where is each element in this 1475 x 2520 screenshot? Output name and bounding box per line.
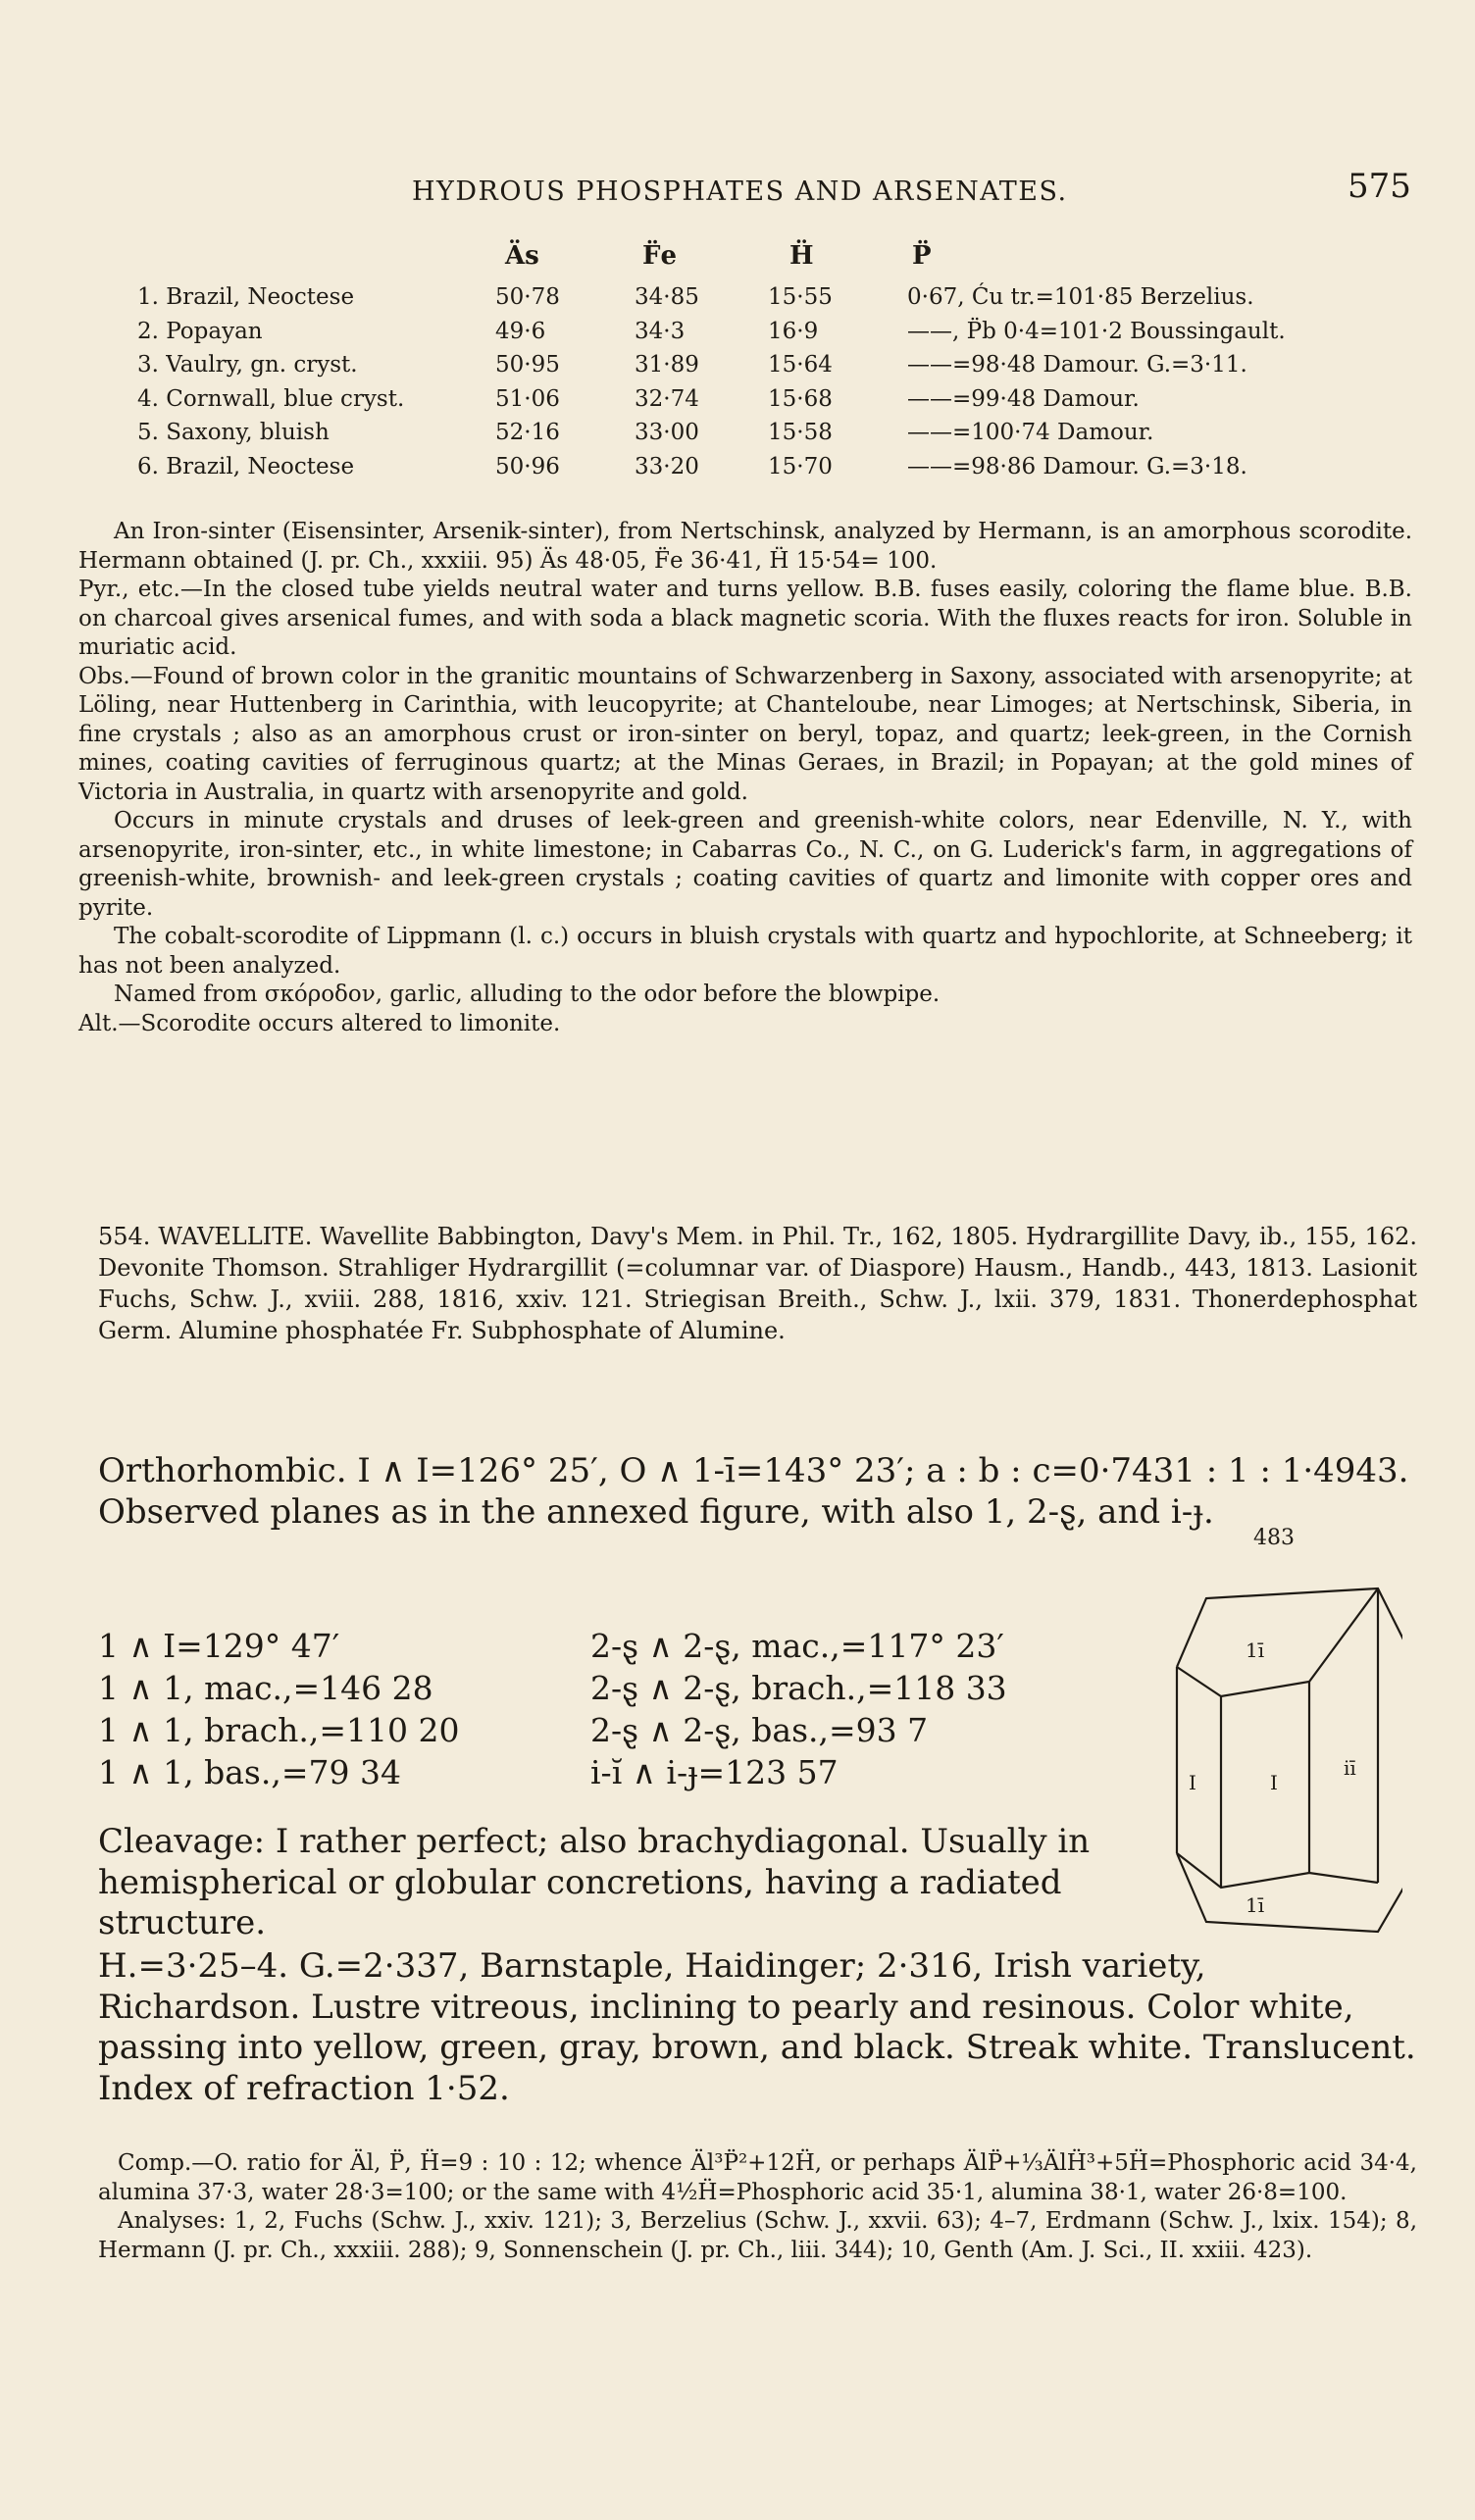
paragraph-iron-sinter: An Iron-sinter (Eisensinter, Arsenik-sinter), from Nertschinsk, analyzed by Hermann, is an amorphous scorodite. Hermann obtained (J. pr. Ch., xxxiii. 95) Äs 48·05, F̈e 36·41, Ḧ 15·54= 100. [78, 519, 1412, 574]
figure-bottom-face [1177, 1853, 1378, 1888]
cell-fe: 32·74 [635, 385, 699, 412]
angle-left-1: 1 ∧ I=129° 47′ [98, 1627, 340, 1665]
angle-left-3: 1 ∧ 1, brach.,=110 20 [98, 1711, 460, 1749]
cell-remarks: ——=98·86 Damour. G.=3·18. [907, 453, 1247, 479]
cell-as: 50·96 [495, 453, 560, 479]
column-header-h: Ḧ [789, 241, 814, 271]
row-label: 5. Saxony, bluish [137, 420, 330, 445]
angle-right-3: 2-ȿ ∧ 2-ȿ, bas.,=93 7 [590, 1711, 929, 1749]
angle-right-4: i-ĭ ∧ i-ɟ=123 57 [590, 1753, 839, 1791]
scorodite-notes [78, 518, 1412, 1038]
cell-fe: 33·00 [635, 420, 699, 445]
cell-fe: 34·3 [635, 318, 686, 344]
cell-fe: 31·89 [635, 352, 699, 378]
hardness-text: H.=3·25–4. G.=2·337, Barnstaple, Haidinger; 2·316, Irish variety, Richardson. Lustre vitreous, inclining to pearly and resinous. Color white, passing into yellow, green, gray, brown, and black. Streak white. Translucent. Index of refraction 1·52. [98, 1946, 1416, 2108]
angle-right-2: 2-ȿ ∧ 2-ȿ, brach.,=118 33 [590, 1669, 1007, 1707]
cell-remarks: ——=100·74 Damour. [907, 420, 1154, 445]
row-label: 6. Brazil, Neoctese [137, 453, 355, 479]
cell-remarks: ——, P̈b 0·4=101·2 Boussingault. [907, 318, 1286, 344]
cell-fe: 33·20 [635, 453, 699, 479]
cell-remarks: 0·67, Ću tr.=101·85 Berzelius. [907, 284, 1254, 310]
figure-label-right: iī [1344, 1756, 1356, 1780]
row-label: 4. Cornwall, blue cryst. [137, 385, 405, 412]
column-header-p: P̈ [912, 241, 932, 271]
physical-properties [98, 1946, 1417, 2109]
table-row [0, 454, 1475, 487]
crystal-intro: Orthorhombic. I ∧ I=126° 25′, O ∧ 1-ī=143° 23′; a : b : c=0·7431 : 1 : 1·4943. Observed planes as in the annexed figure, with also 1, 2-ȿ, and i-ɟ. [98, 1451, 1409, 1532]
angles-left-column [98, 1626, 460, 1794]
analyses-text: Analyses: 1, 2, Fuchs (Schw. J., xxiv. 121); 3, Berzelius (Schw. J., xxvii. 63); 4–7, Erdmann (Schw. J., lxix. 154); 8, Hermann (J. pr. Ch., xxxiii. 288); 9, Sonnenschein (J. pr. Ch., liii. 344); 10, Genth (Am. J. Sci., II. xxiii. 423). [98, 2208, 1417, 2263]
cell-h: 16·9 [768, 318, 819, 344]
angles-right-column [590, 1626, 1007, 1794]
figure-label-center: I [1270, 1771, 1278, 1794]
table-row [0, 284, 1475, 318]
row-label: 2. Popayan [137, 318, 263, 344]
angle-left-4: 1 ∧ 1, bas.,=79 34 [98, 1753, 401, 1791]
column-header-as: Äs [505, 241, 539, 271]
composition-text: Comp.—O. ratio for Äl, P̈, Ḧ=9 : 10 : 12; whence Äl³P̈²+12Ḧ, or perhaps ÄlP̈+⅓ÄlḦ³+5Ḧ=Phosphoric acid 34·4, alumina 37·3, water 28·3=100; or the same with 4½Ḧ=Phosphoric acid 35·1, alumina 38·1, water 26·8=100. [98, 2150, 1417, 2205]
cell-h: 15·58 [768, 420, 833, 445]
paragraph-pyrognostics: Pyr., etc.—In the closed tube yields neutral water and turns yellow. B.B. fuses easily, coloring the flame blue. B.B. on charcoal gives arsenical fumes, and with soda a black magnetic scoria. With the fluxes reacts for iron. Soluble in muriatic acid. [78, 577, 1412, 660]
wavellite-synonymy: 554. WAVELLITE. Wavellite Babbington, Davy's Mem. in Phil. Tr., 162, 1805. Hydrargillite Davy, ib., 155, 162. Devonite Thomson. Strahliger Hydrargillit (=columnar var. of Diaspore) Hausm., Handb., 443, 1813. Lasionit Fuchs, Schw. J., xviii. 288, 1816, xxiv. 121. Striegisan Breith., Schw. J., lxii. 379, 1831. Thonerdephosphat Germ. Alumine phosphatée Fr. Subphosphate of Alumine. [98, 1223, 1417, 1344]
paragraph-cobalt-scorodite: The cobalt-scorodite of Lippmann (l. c.) occurs in bluish crystals with quartz and hypochlorite, at Schneeberg; it has not been analyzed. [78, 924, 1412, 979]
cleavage-text: Cleavage: I rather perfect; also brachydiagonal. Usually in hemispherical or globular concretions, having a radiated structure. [98, 1822, 1091, 1942]
cell-remarks: ——=98·48 Damour. G.=3·11. [907, 352, 1247, 378]
cleavage-section [98, 1822, 1128, 1944]
figure-label-left: I [1189, 1771, 1196, 1794]
table-row [0, 319, 1475, 352]
paragraph-observations: Obs.—Found of brown color in the granitic mountains of Schwarzenberg in Saxony, associated with arsenopyrite; at Löling, near Huttenberg in Carinthia, with leucopyrite; at Chanteloube, near Limoges; at Nertschinsk, Siberia, in fine crystals ; also as an amorphous crust or iron-sinter on beryl, topaz, and quartz; leek-green, in the Cornish mines, coating cavities of ferruginous quartz; at the Minas Geraes, in Brazil; in Popayan; at the gold mines of Victoria in Australia, in quartz with arsenopyrite and gold. [78, 663, 1412, 805]
angle-right-1: 2-ȿ ∧ 2-ȿ, mac.,=117° 23′ [590, 1627, 1004, 1665]
table-row [0, 420, 1475, 453]
running-header-title: HYDROUS PHOSPHATES AND ARSENATES. [412, 176, 1068, 207]
cell-as: 49·6 [495, 318, 546, 344]
row-label: 1. Brazil, Neoctese [137, 284, 355, 310]
column-header-fe: F̈e [642, 241, 678, 271]
angle-left-2: 1 ∧ 1, mac.,=146 28 [98, 1669, 433, 1707]
figure-bottom-edge [1177, 1853, 1402, 1932]
cell-fe: 34·85 [635, 284, 699, 310]
row-label: 3. Vaulry, gn. cryst. [137, 352, 358, 378]
figure-number: 483 [1253, 1526, 1295, 1550]
paragraph-alteration: Alt.—Scorodite occurs altered to limonite. [78, 1010, 561, 1036]
composition-section [98, 2149, 1417, 2265]
cell-as: 51·06 [495, 385, 560, 412]
page-number: 575 [1348, 167, 1411, 206]
cell-h: 15·55 [768, 284, 833, 310]
table-row [0, 386, 1475, 420]
figure-label-top: 1ī [1246, 1638, 1265, 1662]
cell-as: 50·78 [495, 284, 560, 310]
cell-h: 15·70 [768, 453, 833, 479]
cell-remarks: ——=99·48 Damour. [907, 385, 1140, 412]
cell-as: 50·95 [495, 352, 560, 378]
paragraph-occurrence: Occurs in minute crystals and druses of leek-green and greenish-white colors, near Edenville, N. Y., with arsenopyrite, iron-sinter, etc., in white limestone; in Cabarras Co., N. C., on G. Luderick's farm, in aggregations of greenish-white, brownish- and leek-green crystals ; coating cavities of quartz and limonite with copper ores and pyrite. [78, 808, 1412, 921]
paragraph-name-origin: Named from σκόροδον, garlic, alluding to the odor before the blowpipe. [114, 982, 941, 1007]
table-row [0, 352, 1475, 385]
cell-h: 15·64 [768, 352, 833, 378]
wavellite-heading [98, 1221, 1417, 1346]
figure-top-face [1177, 1588, 1378, 1696]
cell-h: 15·68 [768, 385, 833, 412]
crystal-figure [1167, 1579, 1402, 1951]
cell-as: 52·16 [495, 420, 560, 445]
crystal-description [98, 1451, 1432, 1533]
figure-label-bottom: 1ī [1246, 1893, 1265, 1917]
